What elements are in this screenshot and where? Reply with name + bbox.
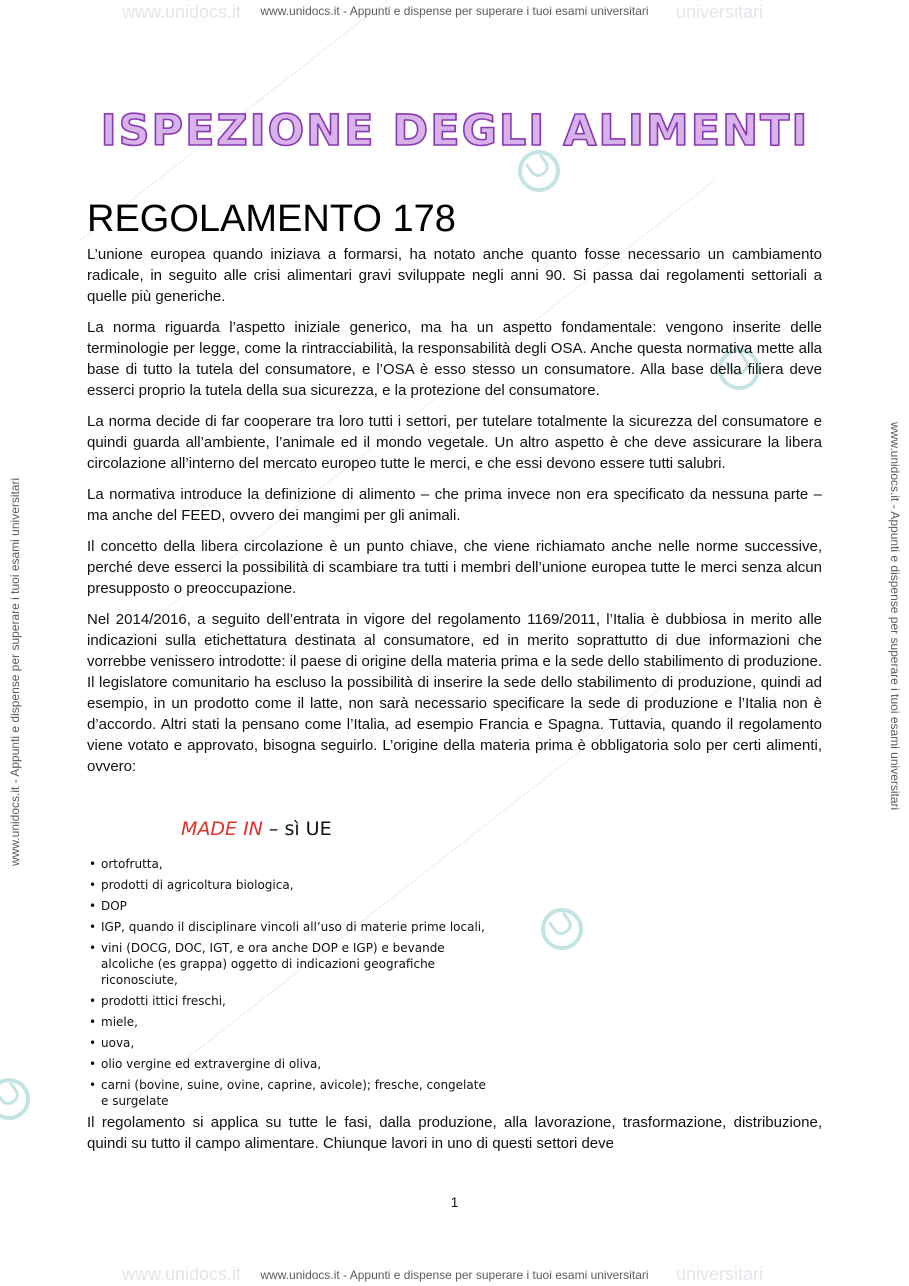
bullet-icon: •: [89, 899, 97, 913]
list-item-text: prodotti ittici freschi,: [101, 994, 226, 1008]
list-item: [89, 940, 491, 988]
bullet-icon: •: [89, 878, 97, 892]
list-item-text: olio vergine ed extravergine di oliva,: [101, 1057, 322, 1071]
list-item-text: carni (bovine, suine, ovine, caprine, avicole); fresche, congelate e surgelate: [101, 1078, 486, 1108]
page-number: 1: [450, 1194, 459, 1210]
made-in-suffix: – sì UE: [262, 818, 332, 840]
made-in-figure: [89, 816, 489, 1108]
watermark-ghost-text: universitari: [676, 2, 764, 22]
document-body: [87, 244, 822, 777]
bullet-icon: •: [89, 941, 97, 955]
watermark-ghost-text: www.unidocs.it: [122, 1264, 242, 1284]
bullet-icon: •: [89, 994, 97, 1008]
paragraph: Il regolamento si applica su tutte le fasi, dalla produzione, alla lavorazione, trasformazione, distribuzione, quindi su tutto il campo alimentare. Chiunque lavori in uno di questi settori deve: [87, 1114, 822, 1152]
list-item: [89, 919, 491, 935]
paragraph: La normativa introduce la definizione di alimento – che prima invece non era specificato da nessuna parte – ma anche del FEED, ovvero dei mangimi per gli animali.: [87, 486, 822, 524]
paragraph: La norma riguarda l’aspetto iniziale generico, ma ha un aspetto fondamentale: vengono inserite delle terminologie per legge, come la rintracciabilità, la responsabilità degli OSA. Anche questa normativa mette alla base di tutto la tutela del consumatore, e l’OSA è esso stesso un consumatore. Alla base della filiera deve esserci proprio la tutela della sua sicurezza, e la protezione del consumatore.: [87, 319, 822, 399]
list-item-text: IGP, quando il disciplinare vincoli all’uso di materie prime locali,: [101, 920, 485, 934]
list-item: [89, 1035, 491, 1051]
made-in-label: MADE IN: [181, 818, 263, 840]
list-item: [89, 856, 491, 872]
list-item: [89, 1014, 491, 1030]
watermark-ghost-text: universitari: [676, 1264, 764, 1284]
list-item-text: vini (DOCG, DOC, IGT, e ora anche DOP e IGP) e bevande alcoliche (es grappa) oggetto di indicazioni geografiche riconosciute,: [101, 941, 445, 987]
watermark-right: www.unidocs.it - Appunti e dispense per superare i tuoi esami universitari: [888, 422, 902, 811]
list-item-text: DOP: [101, 899, 127, 913]
list-item: [89, 1077, 491, 1109]
bullet-icon: •: [89, 1015, 97, 1029]
document-title: ISPEZIONE DEGLI ALIMENTI: [100, 106, 810, 156]
paragraph: L’unione europea quando iniziava a formarsi, ha notato anche quanto fosse necessario un cambiamento radicale, in seguito alle crisi alimentari gravi sviluppate negli anni 90. Si passa dai regolamenti settoriali a quelle più generiche.: [87, 246, 822, 305]
paragraph: Nel 2014/2016, a seguito dell’entrata in vigore del regolamento 1169/2011, l’Italia è dubbiosa in merito alle indicazioni sulla etichettatura destinata al consumatore, ed in merito soprattutto di due informazioni che vorrebbe venissero introdotte: il paese di origine della materia prima e la sede dello stabilimento di produzione. Il legislatore comunitario ha escluso la possibilità di inserire la sede dello stabilimento di produzione, quindi ad esempio, in un prodotto come il latte, non sarà necessario specificare la sede di produzione e l’Italia non è d’accordo. Altri stati la pensano come l’Italia, ad esempio Francia e Spagna. Tuttavia, quando il regolamento viene votato e approvato, bisogna seguirlo. L’origine della materia prima è obbligatoria solo per certi alimenti, ovvero:: [87, 611, 822, 775]
watermark-left: www.unidocs.it - Appunti e dispense per superare i tuoi esami universitari: [8, 477, 22, 866]
bullet-icon: •: [89, 920, 97, 934]
watermark-footer: www.unidocs.it - Appunti e dispense per superare i tuoi esami universitari: [260, 1268, 649, 1282]
paragraph: La norma decide di far cooperare tra loro tutti i settori, per tutelare totalmente la sicurezza del consumatore e quindi guarda all’ambiente, l’animale ed il mondo vegetale. Un altro aspetto è che deve assicurare la libera circolazione all’interno del mercato europeo tutte le merci, e che essi devono essere tutti salubri.: [87, 413, 822, 472]
list-item-text: ortofrutta,: [101, 857, 163, 871]
list-item: [89, 993, 491, 1009]
unidocs-logo-icon: [0, 1070, 38, 1128]
list-item: [89, 877, 491, 893]
list-item: [89, 898, 491, 914]
bullet-icon: •: [89, 1036, 97, 1050]
paragraph: Il concetto della libera circolazione è un punto chiave, che viene richiamato anche nelle norme successive, perché deve esserci la possibilità di scambiare tra tutti i membri dell’unione europea tutte le merci senza alcun presupposto o preoccupazione.: [87, 538, 822, 597]
made-in-list: [89, 856, 491, 1114]
bullet-icon: •: [89, 1078, 97, 1092]
list-item-text: miele,: [101, 1015, 138, 1029]
bullet-icon: •: [89, 1057, 97, 1071]
section-heading: REGOLAMENTO 178: [87, 198, 456, 240]
list-item: [89, 1056, 491, 1072]
document-body-continued: [87, 1112, 822, 1154]
watermark-ghost-text: www.unidocs.it: [122, 2, 242, 22]
list-item-text: prodotti di agricoltura biologica,: [101, 878, 294, 892]
list-item-text: uova,: [101, 1036, 135, 1050]
watermark-header: www.unidocs.it - Appunti e dispense per superare i tuoi esami universitari: [260, 4, 649, 18]
made-in-title: [181, 818, 332, 840]
unidocs-logo-icon: [533, 900, 591, 958]
bullet-icon: •: [89, 857, 97, 871]
